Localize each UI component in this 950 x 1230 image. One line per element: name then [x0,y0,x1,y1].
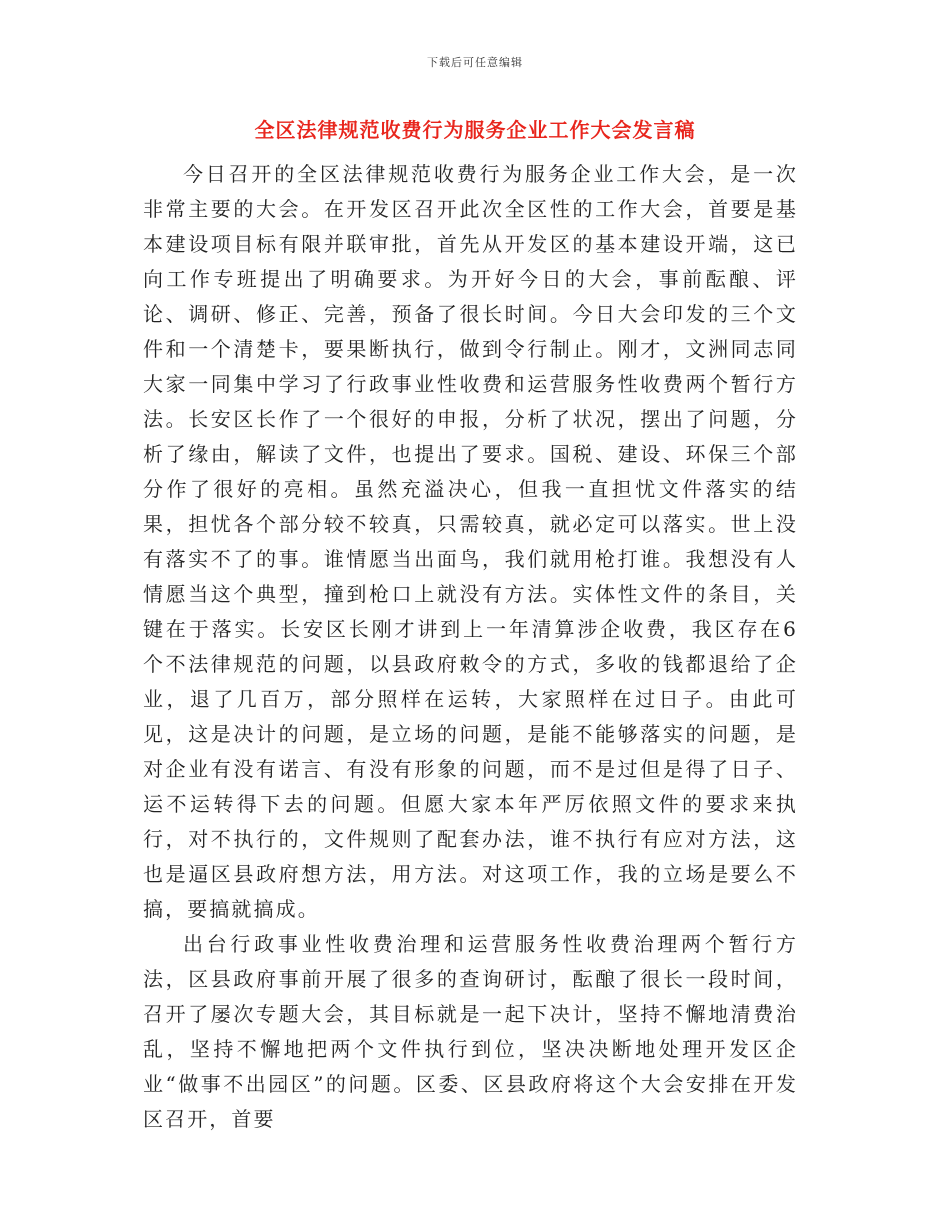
document-body [143,157,798,1137]
header-note: 下载后可任意编辑 [427,56,523,69]
paragraph-1: 今日召开的全区法律规范收费行为服务企业工作大会，是一次非常主要的大会。在开发区召开此次全区性的工作大会，首要是基本建设项目标有限并联审批，首先从开发区的基本建设开端，这已向工作专班提出了明确要求。为开好今日的大会，事前酝酿、评论、调研、修正、完善，预备了很长时间。今日大会印发的三个文件和一个清楚卡，要果断执行，做到令行制止。刚才，文洲同志同大家一同集中学习了行政事业性收费和运营服务性收费两个暂行方法。长安区长作了一个很好的申报，分析了状况，摆出了问题，分析了缘由，解读了文件，也提出了要求。国税、建设、环保三个部分作了很好的亮相。虽然充溢决心，但我一直担忧文件落实的结果，担忧各个部分较不较真，只需较真，就必定可以落实。世上没有落实不了的事。谁情愿当出面鸟，我们就用枪打谁。我想没有人情愿当这个典型，撞到枪口上就没有方法。实体性文件的条目，关键在于落实。长安区长刚才讲到上一年清算涉企收费，我区存在6个不法律规范的问题，以县政府敕令的方式，多收的钱都退给了企业，退了几百万，部分照样在运转，大家照样在过日子。由此可见，这是决计的问题，是立场的问题，是能不能够落实的问题，是对企业有没有诺言、有没有形象的问题，而不是过但是得了日子、运不运转得下去的问题。但愿大家本年严厉依照文件的要求来执行，对不执行的，文件规则了配套办法，谁不执行有应对方法，这也是逼区县政府想方法，用方法。对这项工作，我的立场是要么不搞，要搞就搞成。 [143,162,798,921]
paragraph-2: 出台行政事业性收费治理和运营服务性收费治理两个暂行方法，区县政府事前开展了很多的查询研讨，酝酿了很长一段时间，召开了屡次专题大会，其目标就是一起下决计，坚持不懈地清费治乱，坚持不懈地把两个文件执行到位，坚决决断地处理开发区企业“做事不出园区”的问题。区委、区县政府将这个大会安排在开发区召开，首要 [143,932,798,1131]
document-title: 全区法律规范收费行为服务企业工作大会发言稿 [254,118,696,142]
